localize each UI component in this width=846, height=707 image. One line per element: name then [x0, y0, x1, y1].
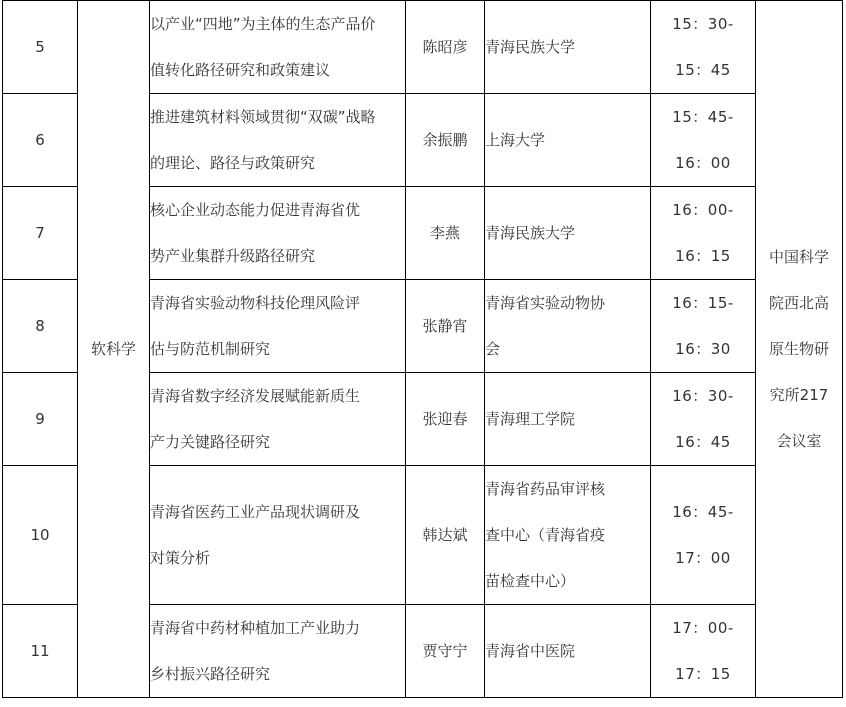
time-slot: [651, 466, 756, 605]
topic-line: 青海省医药工业产品现状调研及: [150, 503, 361, 521]
topic-line: 青海省数字经济发展赋能新质生: [150, 387, 361, 405]
time-slot: [651, 1, 756, 94]
topic-line: 核心企业动态能力促进青海省优: [150, 201, 361, 219]
time-end: 16：45: [675, 433, 731, 451]
topic-line: 青海省中药材种植加工产业助力: [150, 619, 361, 637]
org-line: 青海省中医院: [485, 642, 576, 660]
venue-line: 会议室: [776, 432, 822, 450]
topic-line: 产力关键路径研究: [150, 433, 271, 451]
speaker-name: 张迎春: [406, 373, 485, 466]
topic-cell: [150, 373, 406, 466]
speaker-name: 张静宵: [406, 280, 485, 373]
organization-cell: [485, 187, 651, 280]
time-slot: [651, 94, 756, 187]
topic-cell: [150, 280, 406, 373]
venue-line: 原生物研: [768, 340, 829, 358]
topic-line: 乡村振兴路径研究: [150, 665, 271, 683]
time-start: 16：15-: [672, 294, 734, 312]
row-index: 10: [3, 466, 78, 605]
org-line: 青海省药品审评核: [485, 480, 606, 498]
venue-line: 院西北高: [768, 294, 829, 312]
topic-cell: [150, 466, 406, 605]
topic-line: 对策分析: [150, 549, 211, 567]
category-cell: 软科学: [78, 1, 150, 698]
time-start: 16：30-: [672, 387, 734, 405]
row-index: 11: [3, 605, 78, 698]
topic-line: 以产业“四地”为主体的生态产品价: [150, 15, 376, 33]
schedule-table: [2, 0, 843, 698]
topic-line: 的理论、路径与政策研究: [150, 154, 316, 172]
speaker-name: 李燕: [406, 187, 485, 280]
row-index: 5: [3, 1, 78, 94]
time-end: 16：15: [675, 247, 731, 265]
time-start: 17：00-: [672, 619, 734, 637]
org-line: 青海民族大学: [485, 224, 576, 242]
topic-line: 青海省实验动物科技伦理风险评: [150, 294, 361, 312]
speaker-name: 韩达斌: [406, 466, 485, 605]
org-line: 会: [485, 340, 501, 358]
venue-line: 中国科学: [768, 248, 829, 266]
organization-cell: [485, 466, 651, 605]
time-end: 15：45: [675, 61, 731, 79]
time-end: 16：00: [675, 154, 731, 172]
venue-line: 究所217: [769, 386, 829, 404]
time-slot: [651, 373, 756, 466]
row-index: 7: [3, 187, 78, 280]
organization-cell: [485, 280, 651, 373]
org-line: 查中心（青海省疫: [485, 526, 606, 544]
org-line: 青海省实验动物协: [485, 294, 606, 312]
time-end: 16：30: [675, 340, 731, 358]
time-start: 16：45-: [672, 503, 734, 521]
topic-cell: [150, 94, 406, 187]
table-row: [3, 1, 843, 94]
organization-cell: [485, 94, 651, 187]
time-start: 16：00-: [672, 201, 734, 219]
topic-cell: [150, 1, 406, 94]
organization-cell: [485, 605, 651, 698]
speaker-name: 陈昭彦: [406, 1, 485, 94]
time-slot: [651, 187, 756, 280]
org-line: 上海大学: [485, 131, 546, 149]
venue-cell: [756, 1, 843, 698]
time-slot: [651, 605, 756, 698]
topic-cell: [150, 605, 406, 698]
org-line: 苗检查中心）: [485, 572, 576, 590]
time-end: 17：00: [675, 549, 731, 567]
organization-cell: [485, 373, 651, 466]
time-end: 17：15: [675, 665, 731, 683]
row-index: 6: [3, 94, 78, 187]
topic-line: 值转化路径研究和政策建议: [150, 61, 331, 79]
topic-line: 推进建筑材料领域贯彻“双碳”战略: [150, 108, 376, 126]
topic-cell: [150, 187, 406, 280]
topic-line: 势产业集群升级路径研究: [150, 247, 316, 265]
org-line: 青海理工学院: [485, 410, 576, 428]
time-start: 15：30-: [672, 15, 734, 33]
time-slot: [651, 280, 756, 373]
organization-cell: [485, 1, 651, 94]
row-index: 8: [3, 280, 78, 373]
topic-line: 估与防范机制研究: [150, 340, 271, 358]
time-start: 15：45-: [672, 108, 734, 126]
speaker-name: 贾守宁: [406, 605, 485, 698]
row-index: 9: [3, 373, 78, 466]
org-line: 青海民族大学: [485, 38, 576, 56]
speaker-name: 余振鹏: [406, 94, 485, 187]
